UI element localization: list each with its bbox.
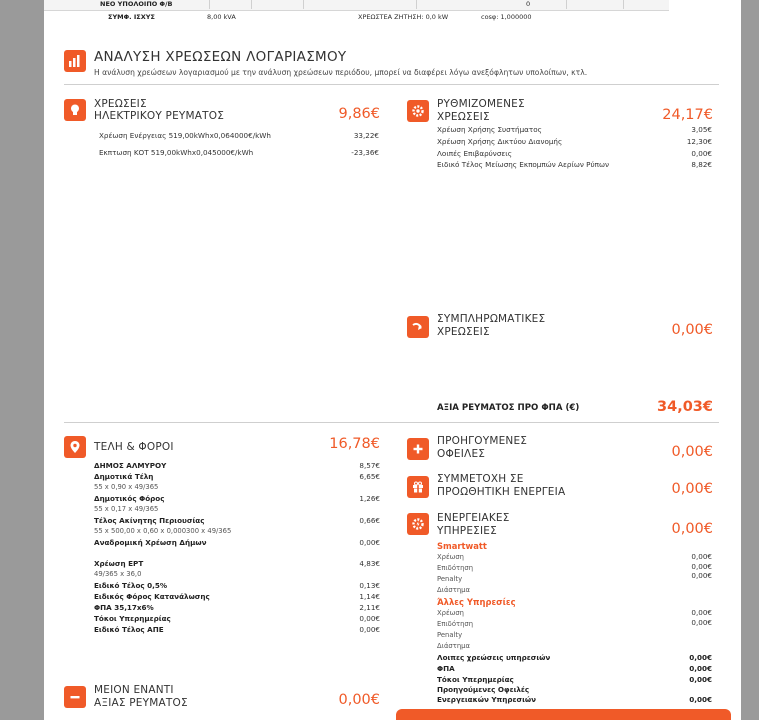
table-divider: [566, 0, 567, 9]
lightbulb-icon: [64, 99, 86, 121]
other-surcharges-value: 0,00€: [691, 149, 712, 158]
services-summary-value: 0,00€: [689, 664, 712, 673]
table-divider: [209, 0, 210, 9]
regulated-total: 24,17€: [662, 107, 713, 123]
tax-row-value: 0,00€: [359, 625, 380, 634]
smartwatt-title: Smartwatt: [437, 541, 487, 551]
arrow-curve-icon: [407, 316, 429, 338]
service-row-label: Διάστημα: [437, 642, 470, 650]
tax-row-value: 0,66€: [359, 516, 380, 525]
tax-row-label: Δημοτικά Τέλη: [94, 472, 154, 481]
taxes-title: ΤΕΛΗ & ΦΟΡΟΙ: [94, 441, 174, 453]
energy-charge-label: Χρέωση Ενέργειας 519,00kWhx0,064000€/kWh: [99, 131, 271, 140]
participation-title-line2: ΠΡΟΩΘΗΤΙΚΗ ΕΝΕΡΓΕΙΑ: [437, 486, 566, 498]
previous-total: 0,00€: [671, 444, 713, 460]
reduction-title-line1: ΜΕΙΟΝ ΕΝΑΝΤΙ: [94, 684, 174, 696]
system-use-value: 3,05€: [691, 125, 712, 134]
previous-title-line1: ΠΡΟΗΓΟΥΜΕΝΕΣ: [437, 435, 528, 447]
tax-row-value: 1,26€: [359, 494, 380, 503]
service-row-label: Χρέωση: [437, 609, 464, 617]
plus-icon: [407, 438, 429, 460]
service-row-label: Επιδότηση: [437, 564, 474, 572]
reduction-total: 0,00€: [338, 692, 380, 708]
power-value-label: ΑΞΙΑ ΡΕΥΜΑΤΟΣ ΠΡΟ ΦΠΑ (€): [437, 403, 580, 413]
cos-phi-value: cosφ: 1,000000: [481, 13, 532, 21]
electric-title-line1: ΧΡΕΩΣΕΙΣ: [94, 98, 147, 110]
demand-value: ΧΡΕΩΣΤΕΑ ΖΗΤΗΣΗ: 0,0 kW: [358, 13, 449, 21]
bar-chart-icon: [64, 50, 86, 72]
divider: [64, 84, 719, 85]
reduction-title-line2: ΑΞΙΑΣ ΡΕΥΜΑΤΟΣ: [94, 697, 188, 709]
gear-icon: [407, 100, 429, 122]
system-use-label: Χρέωση Χρήσης Συστήματος: [437, 125, 542, 134]
tax-row-label: Ειδικό Τέλος 0,5%: [94, 581, 168, 590]
analysis-title: ΑΝΑΛΥΣΗ ΧΡΕΩΣΕΩΝ ΛΟΓΑΡΙΑΣΜΟΥ: [94, 49, 347, 65]
electric-title-line2: ΗΛΕΚΤΡΙΚΟΥ ΡΕΥΜΑΤΟΣ: [94, 110, 225, 122]
service-row-label: Penalty: [437, 575, 463, 583]
tax-row-value: 4,83€: [359, 559, 380, 568]
energy-charge-value: 33,22€: [353, 131, 379, 140]
services-summary-label: Τόκοι Υπερημερίας: [437, 675, 514, 684]
minus-icon: [64, 686, 86, 708]
total-bar: [396, 709, 731, 720]
energy-services-total: 0,00€: [671, 521, 713, 537]
emissions-fee-label: Ειδικό Τέλος Μείωσης Εκπομπών Αερίων Ρύπων: [437, 160, 609, 169]
tax-row-label: Χρέωση ΕΡΤ: [94, 559, 144, 568]
supplementary-title-line1: ΣΥΜΠΛΗΡΩΜΑΤΙΚΕΣ: [437, 313, 546, 325]
regulated-title-line2: ΧΡΕΩΣΕΙΣ: [437, 111, 490, 123]
supplementary-total: 0,00€: [671, 322, 713, 338]
participation-title-line1: ΣΥΜΜΕΤΟΧΗ ΣΕ: [437, 473, 524, 485]
kot-discount-value: -23,36€: [351, 148, 379, 157]
gift-icon: [407, 476, 429, 498]
table-divider: [251, 0, 252, 9]
divider: [64, 422, 719, 423]
power-value-total: 34,03€: [657, 399, 713, 415]
tax-row-value: 2,11€: [359, 603, 380, 612]
new-balance-pv-label: ΝΕΟ ΥΠΟΛΟΙΠΟ Φ/Β: [100, 0, 173, 8]
previous-title-line2: ΟΦΕΙΛΕΣ: [437, 448, 486, 460]
service-row-value: 0,00€: [691, 571, 712, 580]
energy-services-title-line1: ΕΝΕΡΓΕΙΑΚΕΣ: [437, 512, 510, 524]
tax-row-formula: 55 x 0,90 x 49/365: [94, 483, 159, 491]
network-use-label: Χρέωση Χρήσης Δικτύου Διανομής: [437, 137, 563, 146]
services-summary-label: Προηγούμενες Οφειλές: [437, 685, 530, 694]
tax-row-label: Τόκοι Υπερημερίας: [94, 614, 171, 623]
regulated-title-line1: ΡΥΘΜΙΖΟΜΕΝΕΣ: [437, 98, 525, 110]
tax-row-value: 0,00€: [359, 538, 380, 547]
contract-power-value: 8,00 kVA: [207, 13, 236, 21]
tax-row-value: 0,13€: [359, 581, 380, 590]
service-row-value: 0,00€: [691, 608, 712, 617]
taxes-total: 16,78€: [329, 436, 380, 452]
services-summary-value: 0,00€: [689, 653, 712, 662]
service-row-label: Επιδότηση: [437, 620, 474, 628]
service-row-value: 0,00€: [691, 618, 712, 627]
services-summary-label: Ενεργειακών Υπηρεσιών: [437, 695, 537, 704]
tax-row-formula: 49/365 x 36,0: [94, 570, 142, 578]
contract-power-label: ΣΥΜΦ. ΙΣΧΥΣ: [108, 13, 155, 21]
services-summary-value: 0,00€: [689, 695, 712, 704]
services-summary-label: ΦΠΑ: [437, 664, 455, 673]
services-summary-value: 0,00€: [689, 675, 712, 684]
tax-row-label: Δημοτικός Φόρος: [94, 494, 165, 503]
participation-total: 0,00€: [671, 481, 713, 497]
service-row-value: 0,00€: [691, 552, 712, 561]
tax-row-label: ΔΗΜΟΣ ΑΛΜΥΡΟΥ: [94, 461, 167, 470]
service-row-label: Διάστημα: [437, 586, 470, 594]
tax-row-label: Ειδικός Φόρος Κατανάλωσης: [94, 592, 210, 601]
service-row-label: Χρέωση: [437, 553, 464, 561]
bill-page: [44, 0, 741, 720]
electric-total: 9,86€: [338, 106, 380, 122]
map-pin-icon: [64, 436, 86, 458]
analysis-subtitle: Η ανάλυση χρεώσεων λογαριασμού με την ανάλυση χρεώσεων περιόδου, μπορεί να διαφέρει λόγω ανεξόφλητων υπολοίπων, κτλ.: [94, 68, 588, 77]
services-summary-label: Λοιπες χρεώσεις υπηρεσιών: [437, 653, 551, 662]
tax-row-label: ΦΠΑ 35,17x6%: [94, 603, 154, 612]
other-surcharges-label: Λοιπές Επιβαρύνσεις: [437, 149, 512, 158]
emissions-fee-value: 8,82€: [691, 160, 712, 169]
new-balance-pv-value: 0: [526, 0, 531, 8]
supplementary-title-line2: ΧΡΕΩΣΕΙΣ: [437, 326, 490, 338]
tax-row-label: Αναδρομική Χρέωση Δήμων: [94, 538, 207, 547]
tax-row-formula: 55 x 500,00 x 0,60 x 0,000300 x 49/365: [94, 527, 232, 535]
table-divider: [416, 0, 417, 9]
network-use-value: 12,30€: [686, 137, 712, 146]
tax-row-value: 0,00€: [359, 614, 380, 623]
table-divider: [623, 0, 624, 9]
service-row-label: Penalty: [437, 631, 463, 639]
tax-row-value: 8,57€: [359, 461, 380, 470]
tax-row-value: 1,14€: [359, 592, 380, 601]
tax-row-value: 6,65€: [359, 472, 380, 481]
energy-services-title-line2: ΥΠΗΡΕΣΙΕΣ: [437, 525, 497, 537]
tax-row-formula: 55 x 0,17 x 49/365: [94, 505, 159, 513]
table-divider: [303, 0, 304, 9]
kot-discount-label: Εκπτωση ΚΟΤ 519,00kWhx0,045000€/kWh: [99, 148, 254, 157]
service-row-value: 0,00€: [691, 562, 712, 571]
tax-row-label: Τέλος Ακίνητης Περιουσίας: [94, 516, 205, 525]
other-services-title: Άλλες Υπηρεσίες: [437, 597, 516, 607]
energy-gear-icon: [407, 513, 429, 535]
tax-row-label: Ειδικό Τέλος ΑΠΕ: [94, 625, 164, 634]
